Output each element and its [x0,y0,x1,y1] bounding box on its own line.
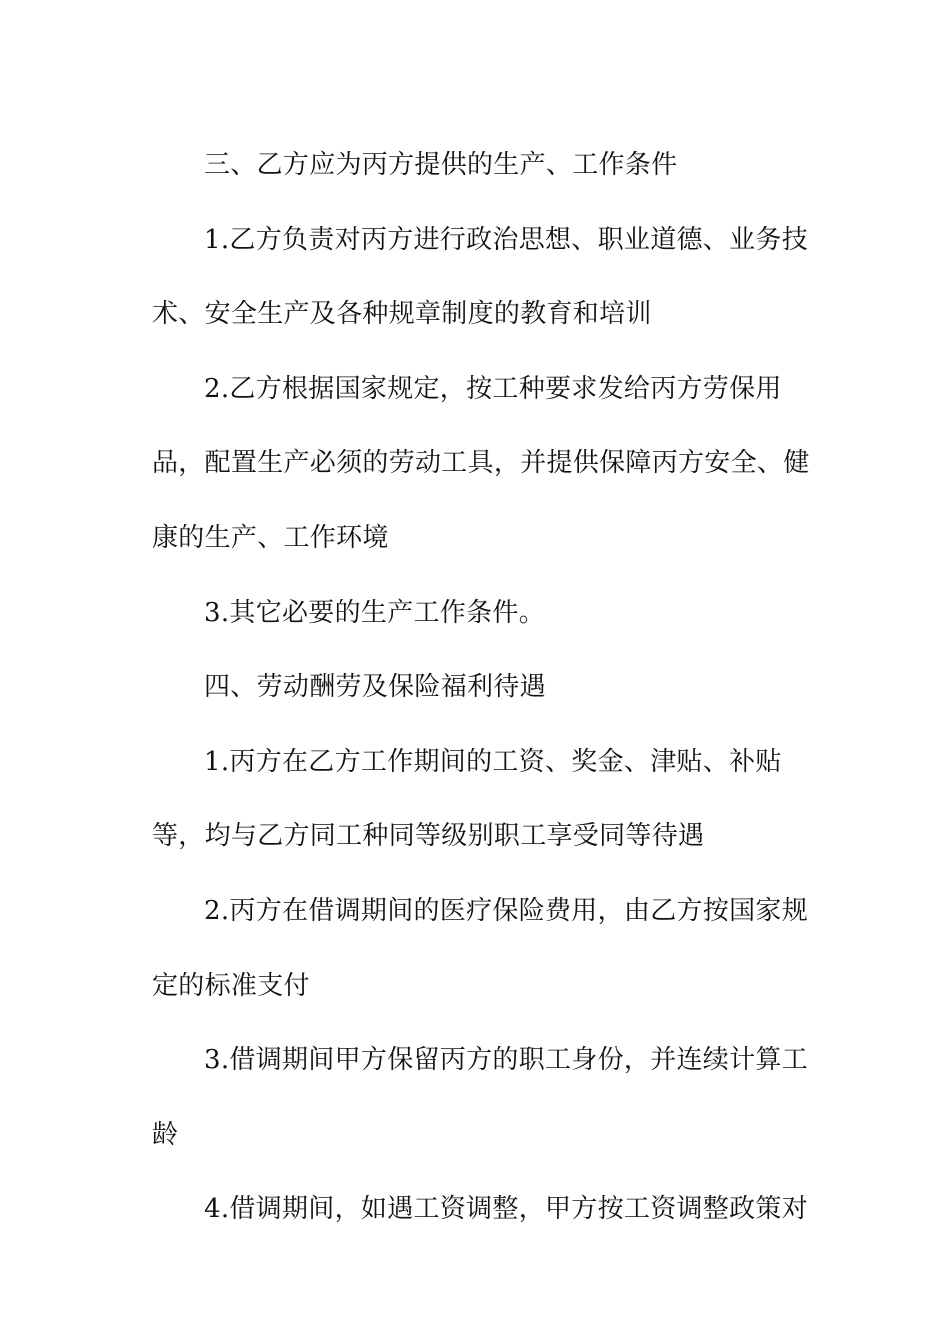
paragraph-line: 定的标准支付 [152,970,310,1001]
paragraph-line: 1.乙方负责对丙方进行政治思想、职业道德、业务技 [204,224,809,255]
paragraph-line: 3.其它必要的生产工作条件。 [204,597,546,628]
paragraph-line: 康的生产、工作环境 [152,522,389,553]
paragraph-line: 龄 [152,1119,179,1150]
paragraph-line: 1.丙方在乙方工作期间的工资、奖金、津贴、补贴 [204,746,782,777]
paragraph-line: 术、安全生产及各种规章制度的教育和培训 [152,299,652,330]
section-heading: 四、劳动酬劳及保险福利待遇 [204,672,546,703]
paragraph-line: 等，均与乙方同工种同等级别职工享受同等待遇 [152,821,705,852]
paragraph-line: 3.借调期间甲方保留丙方的职工身份，并连续计算工 [204,1045,809,1076]
document-body [152,128,810,1247]
section-heading: 三、乙方应为丙方提供的生产、工作条件 [204,150,678,180]
paragraph-line: 品，配置生产必须的劳动工具，并提供保障丙方安全、健 [152,448,810,479]
paragraph-line: 2.乙方根据国家规定，按工种要求发给丙方劳保用 [204,373,782,404]
paragraph-line: 4.借调期间，如遇工资调整，甲方按工资调整政策对 [204,1194,809,1225]
paragraph-line: 2.丙方在借调期间的医疗保险费用，由乙方按国家规 [204,895,809,926]
